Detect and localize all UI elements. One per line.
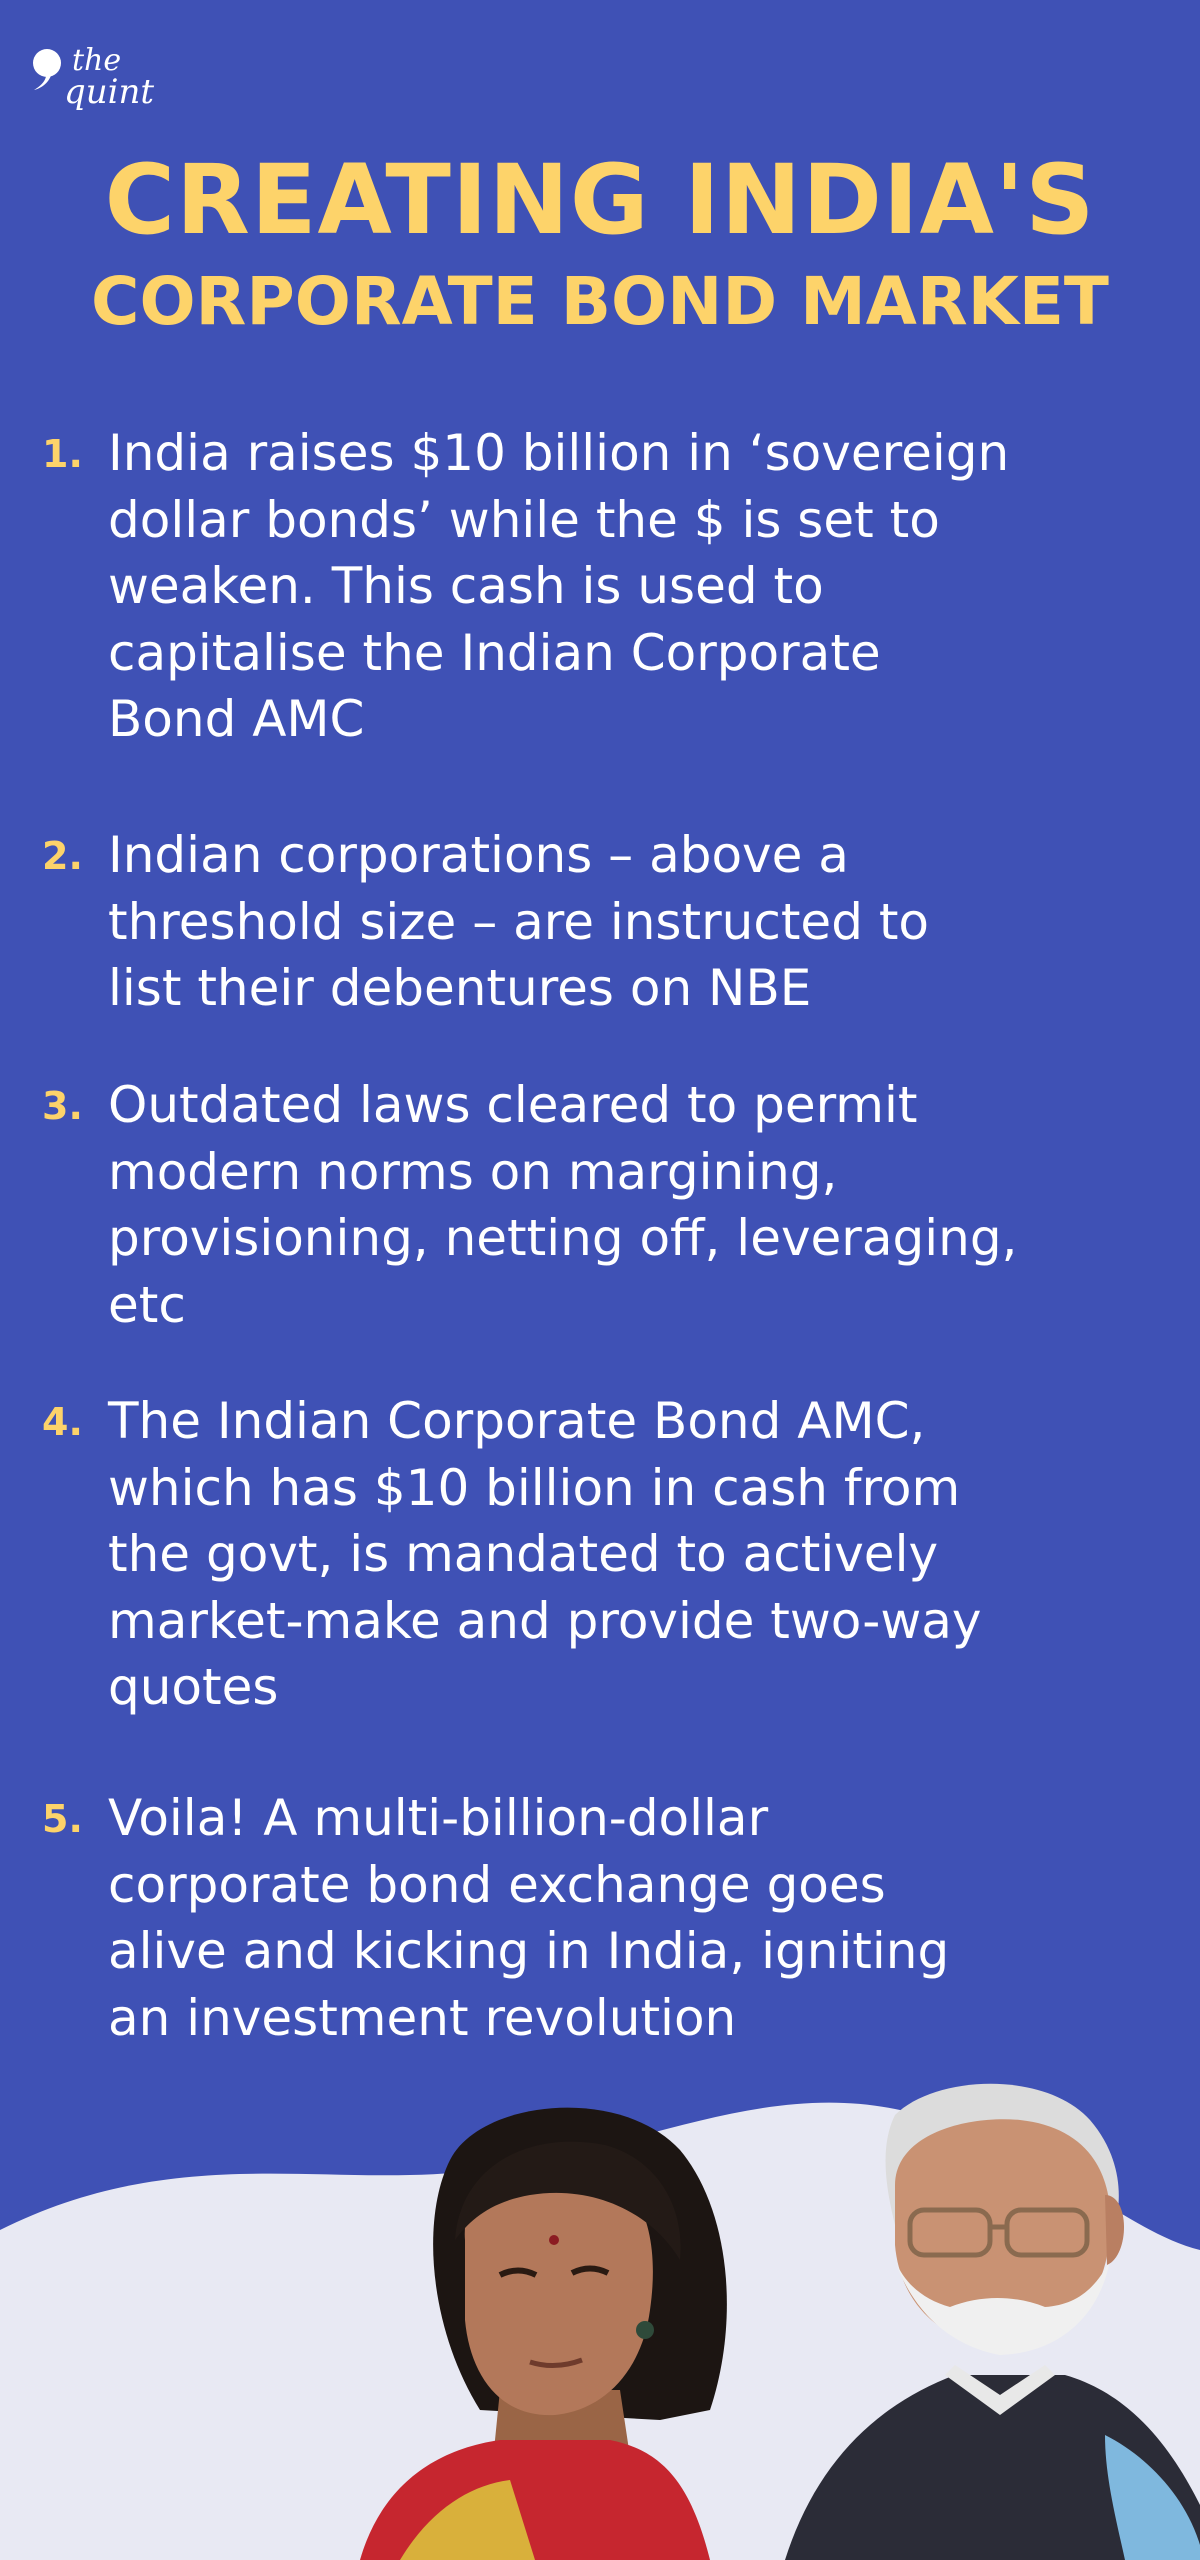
list-text [108, 1388, 1178, 1721]
logo-the-text: the [72, 43, 122, 78]
text-line: alive and kicking in India, igniting [108, 1922, 950, 1980]
heading-line-2: CORPORATE BOND MARKET [91, 263, 1109, 340]
prime-minister-photo [745, 2075, 1200, 2560]
text-line: etc [108, 1275, 186, 1334]
text-line: provisioning, netting off, leveraging, [108, 1209, 1018, 1267]
list-number: 3. [42, 1084, 83, 1128]
list-text [108, 1072, 1178, 1338]
text-line: dollar bonds’ while the $ is set to [108, 490, 940, 549]
text-line: The Indian Corporate Bond AMC, [108, 1392, 926, 1450]
text-line: threshold size – are instructed to [108, 892, 930, 951]
text-line: capitalise the Indian Corporate [108, 623, 881, 682]
text-line: which has $10 billion in cash from [108, 1458, 961, 1517]
text-line: Indian corporations – above a [108, 826, 849, 884]
list-number: 1. [42, 432, 83, 476]
text-line: market-make and provide two-way [108, 1591, 982, 1650]
text-line: an investment revolution [108, 1988, 737, 2047]
quote-mark-icon [30, 48, 68, 92]
text-line: quotes [108, 1658, 279, 1716]
text-line: weaken. This cash is used to [108, 557, 824, 615]
list-text [108, 822, 1178, 1022]
list-number: 5. [42, 1797, 83, 1841]
heading-line-1: CREATING INDIA'S [104, 144, 1096, 256]
text-line: corporate bond exchange goes [108, 1855, 886, 1914]
text-line: Outdated laws cleared to permit [108, 1076, 918, 1134]
text-line: Bond AMC [108, 690, 365, 748]
list-text [108, 1785, 1178, 2051]
text-line: list their debentures on NBE [108, 959, 812, 1017]
text-line: the govt, is mandated to actively [108, 1525, 939, 1583]
list-number: 2. [42, 834, 83, 878]
the-quint-logo [30, 42, 180, 122]
list-number: 4. [42, 1400, 83, 1444]
text-line: Voila! A multi-billion-dollar [108, 1789, 769, 1847]
logo-quint-text: quint [64, 72, 155, 112]
text-line: modern norms on margining, [108, 1142, 838, 1201]
list-text [108, 420, 1178, 753]
text-line: India raises $10 billion in ‘sovereign [108, 424, 1010, 482]
